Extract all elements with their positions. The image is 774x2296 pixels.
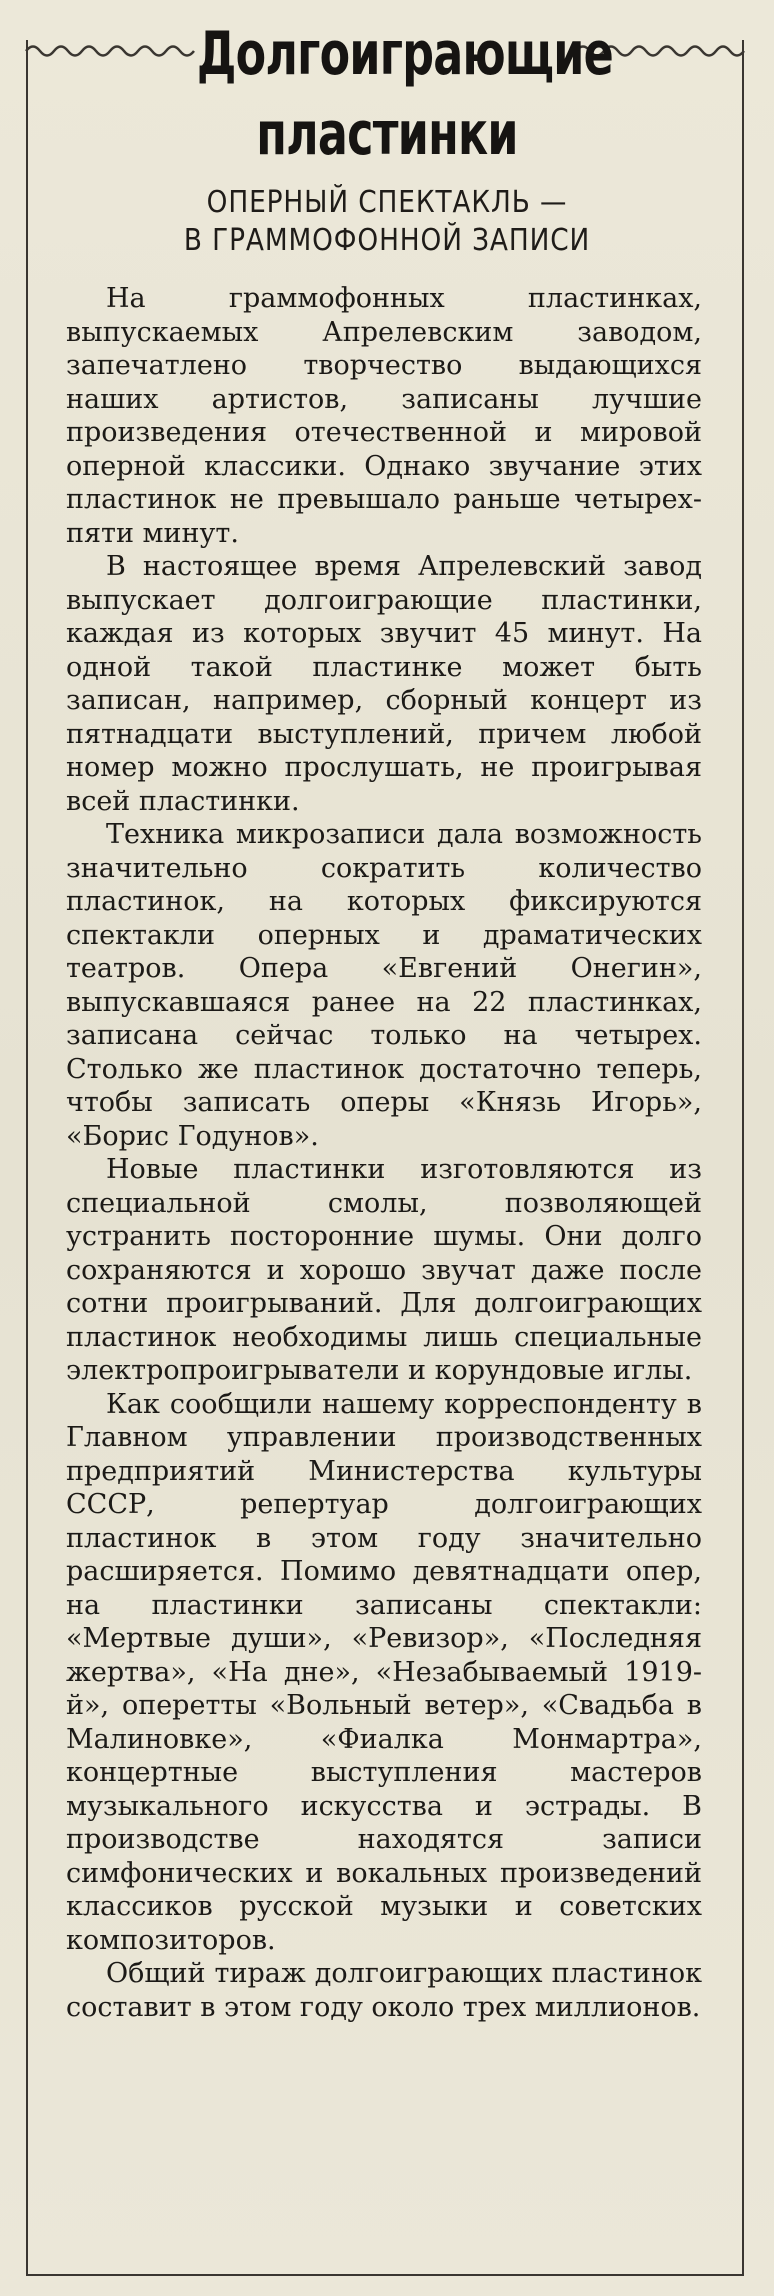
paragraph-6: Общий тираж долгоиграющих пластинок составит в этом году около трех миллионов. [66,1958,702,2023]
headline-line-1: Долгоиграющие [196,19,613,89]
paragraph-3: Техника микрозаписи дала возможность значительно сократить количество пластинок, на которых фиксируются спектакли оперных и драматических театров. Опера «Евгений Онегин», выпускавшаяся ранее на 22 пластинках, записана сейчас только на четырех. Столько же пластинок достаточно теперь, чтобы записать оперы «Князь Игорь», «Борис Годунов». [66,819,702,1152]
paragraph-4: Новые пластинки изготовляются из специальной смолы, позволяющей устранить посторонние шумы. Они долго сохраняются и хорошо звучат даже после сотни проигрываний. Для долгоиграющих пластинок необходимы лишь специальные электропроигрыватели и корундовые иглы. [66,1154,702,1386]
subtitle-line-2: В ГРАММОФОННОЙ ЗАПИСИ [183,223,591,258]
article-body [66,282,702,2024]
subtitle-line-1: ОПЕРНЫЙ СПЕКТАКЛЬ — [206,185,568,220]
paragraph-1: На граммофонных пластинках, выпускаемых Апрелевским заводом, запечатлено творчество выдающихся наших артистов, записаны лучшие произведения отечественной и мировой оперной классики. Однако звучание этих пластинок не превышало раньше четырех-пяти минут. [66,283,702,549]
headline-line-2: пластинки [256,99,518,169]
decorative-wave-rule-left [26,40,198,62]
paragraph-5: Как сообщили нашему корреспонденту в Главном управлении производственных предприятий Министерства культуры СССР, репертуар долгоиграющих пластинок в этом году значительно расширяется. Помимо девятнадцати опер, на пластинки записаны спектакли: «Мертвые души», «Ревизор», «Последняя жертва», «На дне», «Незабываемый 1919-й», оперетты «Вольный ветер», «Свадьба в Малиновке», «Фиалка Монмартра», концертные выступления мастеров музыкального искусства и эстрады. В производстве находятся записи симфонических и вокальных произведений классиков русской музыки и советских композиторов. [66,1388,702,1956]
paragraph-2: В настоящее время Апрелевский завод выпускает долгоиграющие пластинки, каждая из которых звучит 45 минут. На одной такой пластинке может быть записан, например, сборный концерт из пятнадцати выступлений, причем любой номер можно прослушать, не проигрывая всей пластинки. [66,551,702,817]
